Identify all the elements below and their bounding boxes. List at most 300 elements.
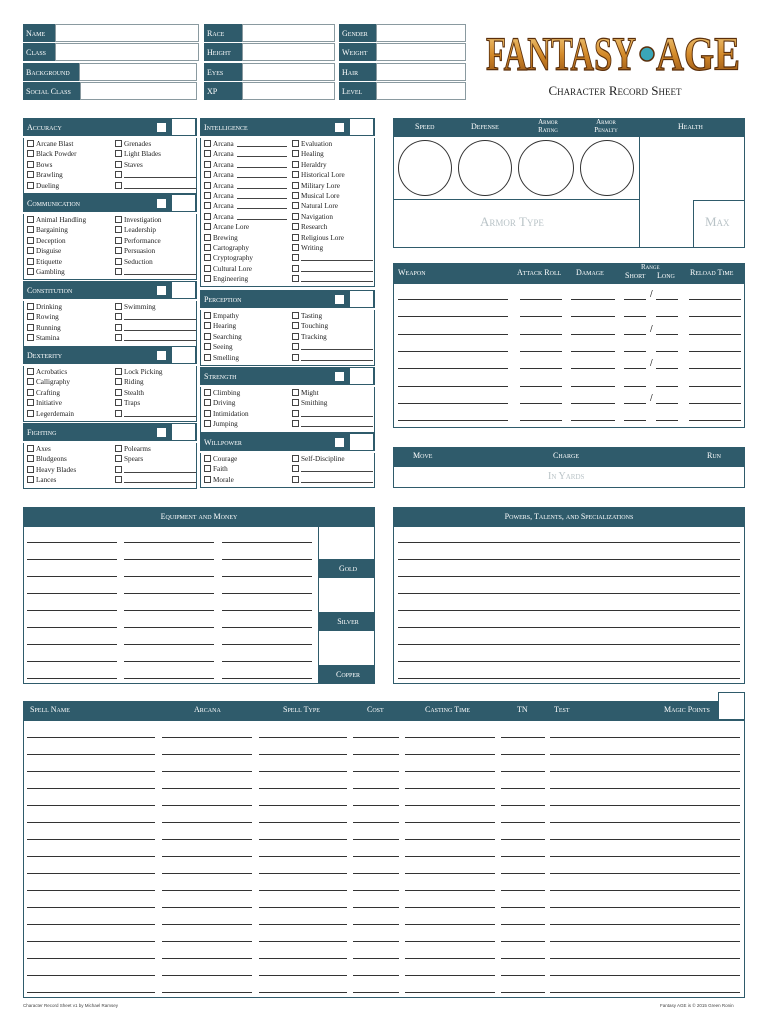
skill-row[interactable]: [204, 388, 292, 398]
skill-row[interactable]: [27, 312, 115, 322]
skill-row[interactable]: [292, 475, 374, 485]
weapon-field-line[interactable]: [398, 351, 508, 352]
spell-line[interactable]: [501, 754, 545, 755]
spell-line[interactable]: [259, 754, 347, 755]
equipment-line[interactable]: [222, 610, 312, 611]
skill-row[interactable]: [27, 323, 115, 333]
skill-checkbox[interactable]: [292, 192, 299, 199]
spell-line[interactable]: [405, 788, 495, 789]
skill-row[interactable]: [292, 201, 374, 211]
identity-field[interactable]: [376, 63, 466, 81]
skill-row[interactable]: [115, 377, 196, 387]
spell-line[interactable]: [405, 771, 495, 772]
skill-row[interactable]: [115, 215, 196, 225]
spell-line[interactable]: [501, 737, 545, 738]
skill-checkbox[interactable]: [115, 455, 122, 462]
spell-line[interactable]: [501, 839, 545, 840]
spell-line[interactable]: [353, 771, 399, 772]
weapon-field-line[interactable]: [689, 420, 741, 421]
spell-line[interactable]: [162, 737, 252, 738]
skill-checkbox[interactable]: [292, 244, 299, 251]
weapon-field-line[interactable]: [689, 334, 741, 335]
weapon-field-line[interactable]: [689, 316, 741, 317]
spell-line[interactable]: [162, 754, 252, 755]
spell-line[interactable]: [259, 839, 347, 840]
skill-checkbox[interactable]: [292, 140, 299, 147]
spell-line[interactable]: [162, 941, 252, 942]
equipment-line[interactable]: [124, 678, 214, 679]
equipment-line[interactable]: [124, 593, 214, 594]
spell-line[interactable]: [162, 839, 252, 840]
skill-checkbox[interactable]: [115, 389, 122, 396]
weapon-field-line[interactable]: [656, 334, 678, 335]
skill-checkbox[interactable]: [204, 322, 211, 329]
skill-checkbox[interactable]: [204, 192, 211, 199]
weapon-field-line[interactable]: [656, 316, 678, 317]
spell-line[interactable]: [501, 958, 545, 959]
skill-row[interactable]: [115, 409, 196, 419]
skill-checkbox[interactable]: [204, 182, 211, 189]
skill-checkbox[interactable]: [115, 313, 122, 320]
weapon-field-line[interactable]: [656, 299, 678, 300]
skill-row[interactable]: [292, 181, 374, 191]
skill-row[interactable]: [27, 398, 115, 408]
weapon-field-line[interactable]: [624, 299, 646, 300]
equipment-line[interactable]: [222, 559, 312, 560]
skill-row[interactable]: [115, 454, 196, 464]
skill-row[interactable]: [27, 236, 115, 246]
equipment-line[interactable]: [222, 542, 312, 543]
skill-row[interactable]: [292, 243, 374, 253]
skill-row[interactable]: [292, 264, 374, 274]
spell-line[interactable]: [27, 754, 155, 755]
spell-line[interactable]: [353, 822, 399, 823]
skill-row[interactable]: [204, 464, 292, 474]
power-line[interactable]: [398, 559, 740, 560]
skill-row[interactable]: [204, 212, 292, 222]
ability-score-box[interactable]: [172, 424, 195, 440]
skill-row[interactable]: [27, 267, 115, 277]
spell-line[interactable]: [27, 958, 155, 959]
skill-row[interactable]: [292, 464, 374, 474]
spell-line[interactable]: [162, 788, 252, 789]
spell-line[interactable]: [405, 975, 495, 976]
spell-line[interactable]: [353, 924, 399, 925]
skill-checkbox[interactable]: [27, 378, 34, 385]
skill-row[interactable]: [115, 267, 196, 277]
weapon-field-line[interactable]: [571, 334, 615, 335]
identity-field[interactable]: [55, 24, 199, 42]
spell-line[interactable]: [550, 907, 740, 908]
weapon-field-line[interactable]: [520, 368, 562, 369]
skill-checkbox[interactable]: [27, 140, 34, 147]
skill-row[interactable]: [115, 170, 196, 180]
skill-blank-line[interactable]: [301, 482, 373, 483]
identity-field[interactable]: [242, 24, 335, 42]
skill-checkbox[interactable]: [115, 324, 122, 331]
focus-checkbox[interactable]: [335, 295, 344, 304]
skill-blank-line[interactable]: [124, 416, 196, 417]
skill-row[interactable]: [115, 323, 196, 333]
weapon-field-line[interactable]: [624, 334, 646, 335]
skill-row[interactable]: [27, 409, 115, 419]
skill-checkbox[interactable]: [115, 303, 122, 310]
spell-line[interactable]: [259, 822, 347, 823]
skill-checkbox[interactable]: [115, 268, 122, 275]
skill-row[interactable]: [115, 333, 196, 343]
skill-checkbox[interactable]: [204, 244, 211, 251]
skill-checkbox[interactable]: [27, 303, 34, 310]
spell-line[interactable]: [405, 924, 495, 925]
spell-line[interactable]: [550, 822, 740, 823]
skill-row[interactable]: [292, 149, 374, 159]
skill-row[interactable]: [292, 332, 374, 342]
equipment-line[interactable]: [222, 678, 312, 679]
spell-line[interactable]: [550, 992, 740, 993]
identity-field[interactable]: [80, 82, 197, 100]
skill-checkbox[interactable]: [27, 171, 34, 178]
magic-points-box[interactable]: [718, 692, 745, 720]
spell-line[interactable]: [162, 992, 252, 993]
focus-checkbox[interactable]: [157, 199, 166, 208]
skill-row[interactable]: [204, 342, 292, 352]
skill-checkbox[interactable]: [115, 466, 122, 473]
skill-checkbox[interactable]: [115, 216, 122, 223]
skill-blank-line[interactable]: [301, 349, 373, 350]
skill-row[interactable]: [27, 454, 115, 464]
skill-row[interactable]: [204, 243, 292, 253]
weapon-field-line[interactable]: [398, 420, 508, 421]
identity-field[interactable]: [55, 43, 199, 61]
skill-row[interactable]: [204, 160, 292, 170]
skill-row[interactable]: [204, 191, 292, 201]
weapon-field-line[interactable]: [571, 420, 615, 421]
skill-row[interactable]: [27, 257, 115, 267]
spell-line[interactable]: [501, 771, 545, 772]
spell-line[interactable]: [259, 958, 347, 959]
skill-checkbox[interactable]: [292, 354, 299, 361]
ability-score-box[interactable]: [350, 119, 373, 135]
spell-line[interactable]: [405, 873, 495, 874]
skill-checkbox[interactable]: [115, 334, 122, 341]
weapon-field-line[interactable]: [520, 351, 562, 352]
spell-line[interactable]: [501, 975, 545, 976]
skill-row[interactable]: [204, 353, 292, 363]
weapon-field-line[interactable]: [689, 299, 741, 300]
equipment-line[interactable]: [27, 661, 117, 662]
spell-line[interactable]: [353, 873, 399, 874]
equipment-line[interactable]: [124, 661, 214, 662]
spell-line[interactable]: [27, 788, 155, 789]
skill-checkbox[interactable]: [292, 410, 299, 417]
skill-row[interactable]: [204, 311, 292, 321]
skill-checkbox[interactable]: [292, 254, 299, 261]
skill-row[interactable]: [27, 139, 115, 149]
skill-checkbox[interactable]: [292, 420, 299, 427]
skill-row[interactable]: [27, 388, 115, 398]
spell-line[interactable]: [27, 805, 155, 806]
skill-checkbox[interactable]: [27, 237, 34, 244]
spell-line[interactable]: [405, 890, 495, 891]
skill-row[interactable]: [204, 419, 292, 429]
spell-line[interactable]: [501, 992, 545, 993]
skill-row[interactable]: [292, 233, 374, 243]
spell-line[interactable]: [550, 890, 740, 891]
weapon-field-line[interactable]: [689, 386, 741, 387]
skill-checkbox[interactable]: [115, 182, 122, 189]
power-line[interactable]: [398, 661, 740, 662]
spell-line[interactable]: [27, 822, 155, 823]
spell-line[interactable]: [405, 737, 495, 738]
skill-checkbox[interactable]: [27, 445, 34, 452]
spell-line[interactable]: [353, 754, 399, 755]
equipment-line[interactable]: [124, 559, 214, 560]
spell-line[interactable]: [405, 805, 495, 806]
ability-score-box[interactable]: [172, 119, 195, 135]
skill-row[interactable]: [115, 257, 196, 267]
weapon-field-line[interactable]: [520, 386, 562, 387]
skill-checkbox[interactable]: [204, 202, 211, 209]
equipment-line[interactable]: [222, 661, 312, 662]
skill-row[interactable]: [27, 170, 115, 180]
skill-checkbox[interactable]: [204, 420, 211, 427]
spell-line[interactable]: [405, 822, 495, 823]
identity-field[interactable]: [79, 63, 197, 81]
spell-line[interactable]: [550, 754, 740, 755]
skill-row[interactable]: [115, 312, 196, 322]
skill-blank-line[interactable]: [301, 281, 373, 282]
spell-line[interactable]: [27, 856, 155, 857]
skill-row[interactable]: [115, 139, 196, 149]
weapon-field-line[interactable]: [624, 351, 646, 352]
weapon-field-line[interactable]: [520, 316, 562, 317]
skill-blank-line[interactable]: [124, 177, 196, 178]
skill-row[interactable]: [115, 475, 196, 485]
skill-checkbox[interactable]: [27, 399, 34, 406]
skill-row[interactable]: [204, 149, 292, 159]
spell-line[interactable]: [353, 805, 399, 806]
spell-line[interactable]: [27, 975, 155, 976]
spell-line[interactable]: [353, 992, 399, 993]
skill-row[interactable]: [115, 181, 196, 191]
skill-row[interactable]: [27, 475, 115, 485]
skill-checkbox[interactable]: [204, 410, 211, 417]
focus-checkbox[interactable]: [157, 351, 166, 360]
skill-row[interactable]: [292, 274, 374, 284]
skill-row[interactable]: [204, 264, 292, 274]
weapon-field-line[interactable]: [689, 351, 741, 352]
skill-row[interactable]: [292, 160, 374, 170]
skill-checkbox[interactable]: [292, 455, 299, 462]
equipment-line[interactable]: [27, 644, 117, 645]
skill-checkbox[interactable]: [115, 445, 122, 452]
spell-line[interactable]: [259, 856, 347, 857]
spell-line[interactable]: [353, 941, 399, 942]
focus-checkbox[interactable]: [157, 123, 166, 132]
skill-checkbox[interactable]: [292, 223, 299, 230]
armor-rating-circle[interactable]: [518, 140, 574, 196]
skill-checkbox[interactable]: [204, 389, 211, 396]
skill-row[interactable]: [27, 444, 115, 454]
arcana-blank-line[interactable]: [237, 208, 287, 209]
spell-line[interactable]: [550, 839, 740, 840]
spell-line[interactable]: [259, 805, 347, 806]
skill-checkbox[interactable]: [115, 247, 122, 254]
skill-checkbox[interactable]: [292, 202, 299, 209]
skill-checkbox[interactable]: [292, 171, 299, 178]
skill-checkbox[interactable]: [115, 368, 122, 375]
skill-blank-line[interactable]: [301, 426, 373, 427]
spell-line[interactable]: [162, 805, 252, 806]
skill-blank-line[interactable]: [301, 471, 373, 472]
weapon-field-line[interactable]: [571, 351, 615, 352]
defense-circle[interactable]: [458, 140, 512, 196]
skill-checkbox[interactable]: [292, 333, 299, 340]
skill-row[interactable]: [292, 388, 374, 398]
weapon-field-line[interactable]: [656, 386, 678, 387]
skill-checkbox[interactable]: [115, 171, 122, 178]
skill-checkbox[interactable]: [27, 161, 34, 168]
skill-row[interactable]: [115, 225, 196, 235]
skill-row[interactable]: [292, 409, 374, 419]
spell-line[interactable]: [259, 873, 347, 874]
spell-line[interactable]: [162, 771, 252, 772]
weapon-field-line[interactable]: [571, 316, 615, 317]
skill-row[interactable]: [292, 454, 374, 464]
skill-blank-line[interactable]: [124, 274, 196, 275]
equipment-line[interactable]: [124, 627, 214, 628]
equipment-line[interactable]: [27, 610, 117, 611]
spell-line[interactable]: [550, 737, 740, 738]
skill-checkbox[interactable]: [204, 465, 211, 472]
arcana-blank-line[interactable]: [237, 146, 287, 147]
spell-line[interactable]: [259, 907, 347, 908]
skill-row[interactable]: [204, 181, 292, 191]
skill-checkbox[interactable]: [292, 213, 299, 220]
skill-row[interactable]: [115, 160, 196, 170]
skill-row[interactable]: [292, 311, 374, 321]
identity-field[interactable]: [242, 43, 335, 61]
spell-line[interactable]: [162, 975, 252, 976]
weapon-field-line[interactable]: [571, 403, 615, 404]
skill-checkbox[interactable]: [27, 150, 34, 157]
skill-checkbox[interactable]: [204, 234, 211, 241]
spell-line[interactable]: [162, 958, 252, 959]
power-line[interactable]: [398, 627, 740, 628]
skill-row[interactable]: [27, 225, 115, 235]
skill-blank-line[interactable]: [124, 482, 196, 483]
skill-checkbox[interactable]: [204, 333, 211, 340]
weapon-field-line[interactable]: [624, 403, 646, 404]
weapon-field-line[interactable]: [520, 420, 562, 421]
skill-row[interactable]: [115, 149, 196, 159]
equipment-line[interactable]: [124, 576, 214, 577]
skill-checkbox[interactable]: [27, 324, 34, 331]
weapon-field-line[interactable]: [571, 368, 615, 369]
skill-blank-line[interactable]: [301, 271, 373, 272]
power-line[interactable]: [398, 644, 740, 645]
arcana-blank-line[interactable]: [237, 177, 287, 178]
skill-checkbox[interactable]: [204, 213, 211, 220]
skill-row[interactable]: [204, 409, 292, 419]
focus-checkbox[interactable]: [335, 438, 344, 447]
skill-blank-line[interactable]: [124, 472, 196, 473]
skill-row[interactable]: [115, 388, 196, 398]
skill-checkbox[interactable]: [204, 265, 211, 272]
skill-checkbox[interactable]: [27, 455, 34, 462]
focus-checkbox[interactable]: [157, 286, 166, 295]
skill-checkbox[interactable]: [115, 237, 122, 244]
skill-row[interactable]: [27, 160, 115, 170]
skill-checkbox[interactable]: [204, 476, 211, 483]
spell-line[interactable]: [550, 771, 740, 772]
skill-row[interactable]: [27, 215, 115, 225]
equipment-line[interactable]: [222, 644, 312, 645]
skill-row[interactable]: [115, 246, 196, 256]
skill-checkbox[interactable]: [204, 343, 211, 350]
arcana-blank-line[interactable]: [237, 219, 287, 220]
skill-row[interactable]: [27, 181, 115, 191]
spell-line[interactable]: [162, 907, 252, 908]
skill-row[interactable]: [115, 398, 196, 408]
skill-row[interactable]: [115, 236, 196, 246]
skill-row[interactable]: [204, 475, 292, 485]
skill-checkbox[interactable]: [115, 226, 122, 233]
weapon-field-line[interactable]: [398, 368, 508, 369]
spell-line[interactable]: [353, 890, 399, 891]
skill-checkbox[interactable]: [115, 476, 122, 483]
equipment-line[interactable]: [27, 542, 117, 543]
skill-checkbox[interactable]: [292, 161, 299, 168]
spell-line[interactable]: [501, 890, 545, 891]
spell-line[interactable]: [501, 907, 545, 908]
spell-line[interactable]: [259, 975, 347, 976]
spell-line[interactable]: [501, 873, 545, 874]
skill-row[interactable]: [115, 302, 196, 312]
skill-blank-line[interactable]: [301, 360, 373, 361]
skill-row[interactable]: [27, 302, 115, 312]
ability-score-box[interactable]: [350, 434, 373, 450]
weapon-field-line[interactable]: [656, 403, 678, 404]
skill-row[interactable]: [292, 139, 374, 149]
spell-line[interactable]: [353, 737, 399, 738]
skill-checkbox[interactable]: [27, 182, 34, 189]
skill-row[interactable]: [204, 139, 292, 149]
arcana-blank-line[interactable]: [237, 167, 287, 168]
skill-checkbox[interactable]: [204, 171, 211, 178]
identity-field[interactable]: [376, 43, 466, 61]
equipment-line[interactable]: [222, 627, 312, 628]
skill-checkbox[interactable]: [204, 223, 211, 230]
skill-checkbox[interactable]: [115, 399, 122, 406]
skill-row[interactable]: [292, 353, 374, 363]
skill-row[interactable]: [204, 222, 292, 232]
skill-row[interactable]: [292, 222, 374, 232]
spell-line[interactable]: [550, 856, 740, 857]
spell-line[interactable]: [405, 856, 495, 857]
weapon-field-line[interactable]: [571, 299, 615, 300]
skill-checkbox[interactable]: [27, 258, 34, 265]
skill-row[interactable]: [292, 342, 374, 352]
spell-line[interactable]: [501, 856, 545, 857]
skill-row[interactable]: [204, 454, 292, 464]
spell-line[interactable]: [353, 788, 399, 789]
skill-row[interactable]: [115, 465, 196, 475]
spell-line[interactable]: [162, 856, 252, 857]
spell-line[interactable]: [27, 907, 155, 908]
skill-checkbox[interactable]: [27, 216, 34, 223]
spell-line[interactable]: [550, 924, 740, 925]
